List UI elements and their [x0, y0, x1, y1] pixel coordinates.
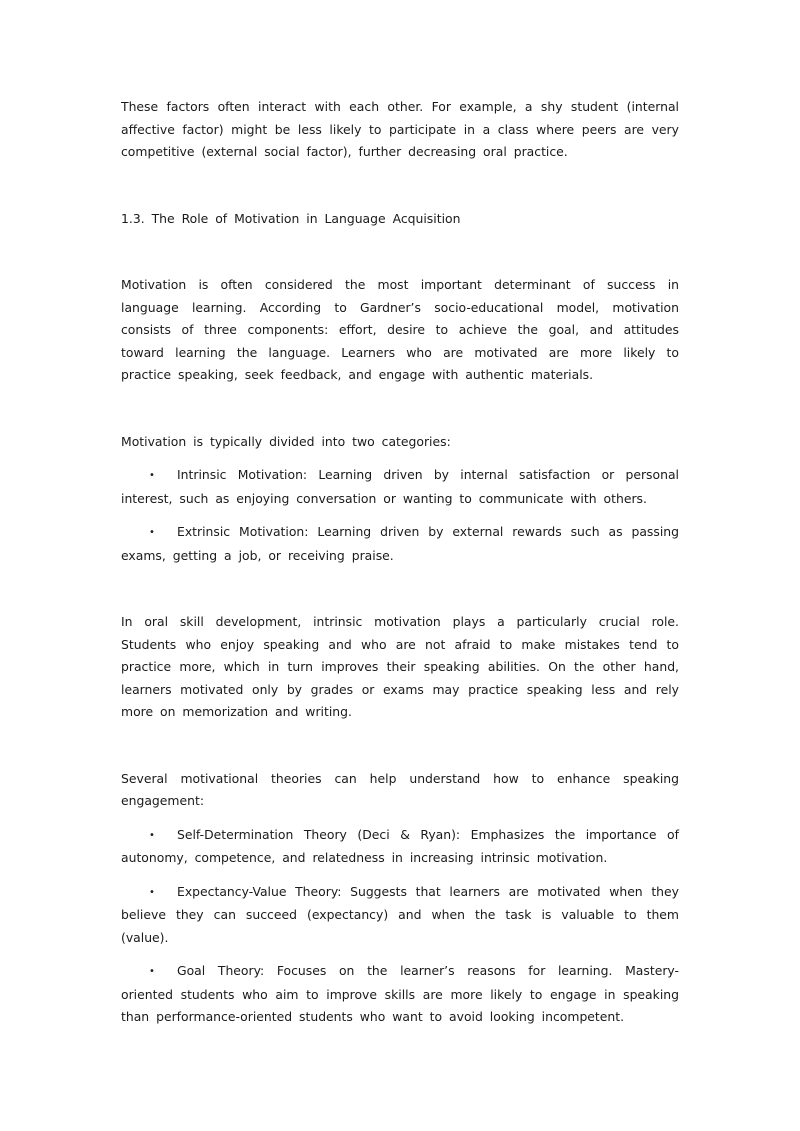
- bullet-icon: •: [149, 470, 155, 481]
- bullet-text: Extrinsic Motivation: Learning driven by external rewards such as passing exams, getting a job, or receiving praise.: [121, 524, 679, 563]
- spacer: [121, 813, 679, 824]
- bullet-icon: •: [149, 829, 155, 841]
- spacer: [121, 949, 679, 960]
- spacer: [121, 724, 679, 768]
- categories-intro-paragraph: Motivation is typically divided into two categories:: [121, 433, 451, 449]
- bullet-text: Self-Determination Theory (Deci & Ryan): Emphasizes the importance of autonomy, competence, and relatedness in increasing intrinsic motivation.: [121, 826, 679, 865]
- spacer: [121, 230, 679, 274]
- bullet-icon: •: [149, 527, 155, 538]
- spacer: [121, 870, 679, 881]
- spacer: [121, 387, 679, 431]
- spacer: [121, 164, 679, 208]
- bullet-item-goal-theory: [121, 960, 679, 1029]
- motivation-paragraph: Motivation is often considered the most important determinant of success in language learning. According to Gardner’s socio-educational model, motivation consists of three components: effort, desire to achieve the goal, and attitudes toward learning the language. Learners who are motivated are more likely to practice speaking, seek feedback, and engage with authentic materials.: [121, 277, 679, 382]
- bullet-icon: •: [149, 886, 155, 898]
- spacer: [121, 567, 679, 611]
- spacer: [121, 510, 679, 521]
- bullet-item-expectancy-value: [121, 881, 679, 950]
- section-heading: 1.3. The Role of Motivation in Language Acquisition: [121, 210, 461, 226]
- intro-paragraph: These factors often interact with each other. For example, a shy student (internal affective factor) might be less likely to participate in a class where peers are very competitive (external social factor), further decreasing oral practice.: [121, 99, 679, 159]
- bullet-item-self-determination: [121, 824, 679, 870]
- bullet-text: Expectancy-Value Theory: Suggests that learners are motivated when they believe they can succeed (expectancy) and when the task is valuable to them (value).: [121, 883, 679, 945]
- bullet-item-intrinsic: [121, 464, 679, 510]
- theories-intro-paragraph: Several motivational theories can help understand how to enhance speaking engagement:: [121, 770, 679, 808]
- bullet-text: Goal Theory: Focuses on the learner’s reasons for learning. Mastery-oriented students who aim to improve skills are more likely to engage in speaking than performance-oriented students who want to avoid looking incompetent.: [121, 963, 679, 1024]
- bullet-icon: •: [149, 966, 155, 977]
- spacer: [121, 453, 679, 464]
- bullet-text: Intrinsic Motivation: Learning driven by internal satisfaction or personal interest, such as enjoying conversation or wanting to communicate with others.: [121, 467, 679, 506]
- bullet-item-extrinsic: [121, 521, 679, 567]
- oral-skill-paragraph: In oral skill development, intrinsic motivation plays a particularly crucial role. Students who enjoy speaking and who are not afraid to make mistakes tend to practice more, which in turn improves their speaking abilities. On the other hand, learners motivated only by grades or exams may practice speaking less and rely more on memorization and writing.: [121, 614, 679, 719]
- document-page: [121, 96, 679, 1029]
